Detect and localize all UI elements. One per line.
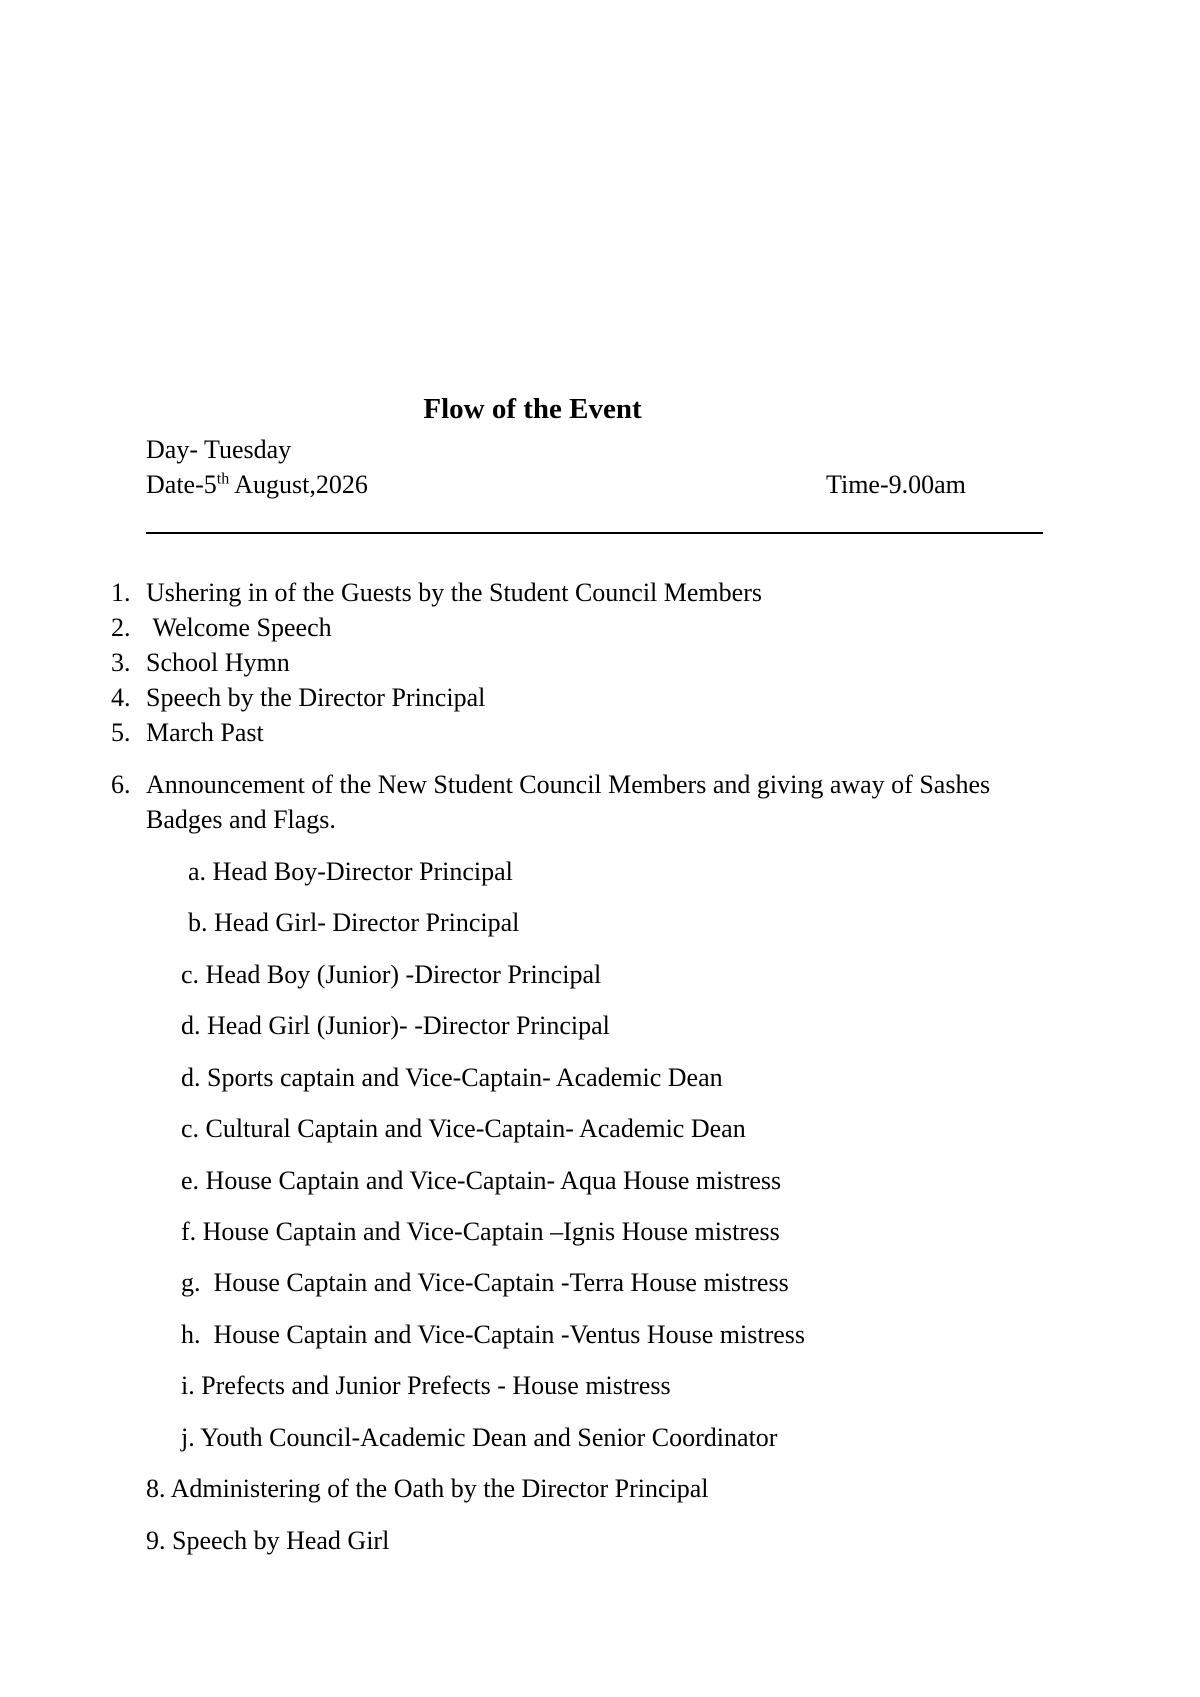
date-prefix: Date-5 xyxy=(146,470,217,499)
sub-item: h. House Captain and Vice-Captain -Ventus House mistress xyxy=(181,1320,806,1349)
list-item: 8. Administering of the Oath by the Director Principal xyxy=(146,1474,709,1503)
list-item: 9. Speech by Head Girl xyxy=(146,1526,390,1555)
document-title: Flow of the Event xyxy=(423,393,642,425)
time-line: Time-9.00am xyxy=(826,470,966,499)
item-text: Welcome Speech xyxy=(146,613,332,642)
date-superscript: th xyxy=(216,470,230,488)
divider-line xyxy=(146,532,1043,534)
list-item xyxy=(111,683,485,713)
list-item xyxy=(111,613,332,643)
item-text: School Hymn xyxy=(146,648,290,677)
item-text: Announcement of the New Student Council Members and giving away of Sashes xyxy=(146,770,991,799)
list-item xyxy=(111,578,762,608)
sub-item: j. Youth Council-Academic Dean and Senior Coordinator xyxy=(181,1423,778,1452)
sub-item: d. Sports captain and Vice-Captain- Academic Dean xyxy=(181,1063,723,1092)
sub-item: c. Cultural Captain and Vice-Captain- Academic Dean xyxy=(181,1114,746,1143)
item-number: 2. xyxy=(111,613,131,642)
sub-item: i. Prefects and Junior Prefects - House mistress xyxy=(181,1371,671,1400)
list-item xyxy=(111,770,990,800)
list-item xyxy=(111,718,264,748)
date-line xyxy=(146,470,368,500)
sub-item: e. House Captain and Vice-Captain- Aqua House mistress xyxy=(181,1166,782,1195)
item-text: Ushering in of the Guests by the Student Council Members xyxy=(146,578,762,607)
item-text: Speech by the Director Principal xyxy=(146,683,486,712)
sub-item: f. House Captain and Vice-Captain –Ignis House mistress xyxy=(181,1217,780,1246)
item-number: 5. xyxy=(111,718,131,747)
item-text: March Past xyxy=(146,718,264,747)
item-number: 3. xyxy=(111,648,131,677)
item-number: 1. xyxy=(111,578,131,607)
sub-item: c. Head Boy (Junior) -Director Principal xyxy=(181,960,602,989)
item-number: 6. xyxy=(111,770,131,799)
list-item-continuation: Badges and Flags. xyxy=(146,805,336,834)
item-number: 4. xyxy=(111,683,131,712)
date-suffix: August,2026 xyxy=(229,470,368,499)
list-item xyxy=(111,648,290,678)
sub-item: b. Head Girl- Director Principal xyxy=(188,908,520,937)
day-line: Day- Tuesday xyxy=(146,435,292,464)
sub-item: a. Head Boy-Director Principal xyxy=(188,857,513,886)
sub-item: g. House Captain and Vice-Captain -Terra House mistress xyxy=(181,1268,789,1297)
sub-item: d. Head Girl (Junior)- -Director Principal xyxy=(181,1011,610,1040)
